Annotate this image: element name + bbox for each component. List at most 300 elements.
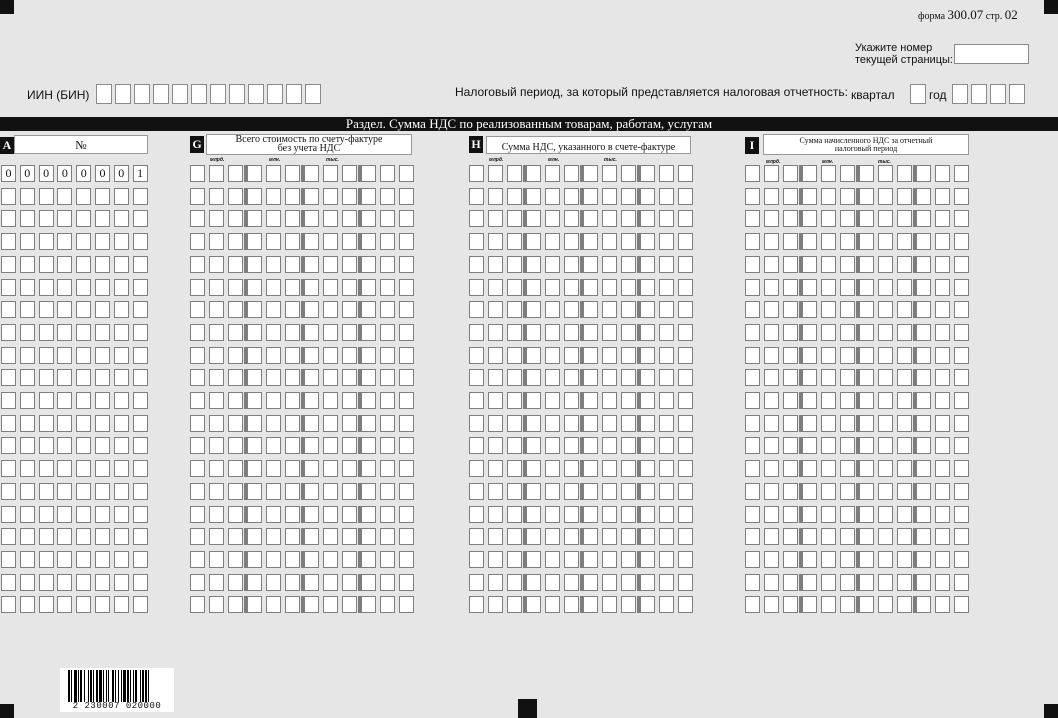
column-g-digit-cell[interactable] xyxy=(342,324,357,341)
column-i-digit-cell[interactable] xyxy=(954,506,969,523)
column-h-digit-cell[interactable] xyxy=(640,574,655,591)
column-i-digit-cell[interactable] xyxy=(745,460,760,477)
column-h-digit-cell[interactable] xyxy=(526,437,541,454)
column-g-digit-cell[interactable] xyxy=(399,279,414,296)
column-g-digit-cell[interactable] xyxy=(342,188,357,205)
row-number-digit-cell[interactable] xyxy=(95,279,110,296)
column-h-digit-cell[interactable] xyxy=(640,506,655,523)
column-h-digit-cell[interactable] xyxy=(640,392,655,409)
column-i-digit-cell[interactable] xyxy=(878,415,893,432)
column-i-digit-cell[interactable] xyxy=(745,165,760,182)
column-h-digit-cell[interactable] xyxy=(469,483,484,500)
column-g-digit-cell[interactable] xyxy=(209,347,224,364)
column-g-digit-cell[interactable] xyxy=(209,233,224,250)
column-i-digit-cell[interactable] xyxy=(764,233,779,250)
column-h-digit-cell[interactable] xyxy=(678,392,693,409)
column-i-digit-cell[interactable] xyxy=(764,574,779,591)
column-h-digit-cell[interactable] xyxy=(469,188,484,205)
column-g-digit-cell[interactable] xyxy=(285,165,300,182)
column-h-digit-cell[interactable] xyxy=(640,165,655,182)
column-g-digit-cell[interactable] xyxy=(323,301,338,318)
row-number-digit-cell[interactable] xyxy=(133,279,148,296)
row-number-digit-cell[interactable] xyxy=(76,483,91,500)
column-g-digit-cell[interactable] xyxy=(304,301,319,318)
column-i-digit-cell[interactable] xyxy=(916,437,931,454)
row-number-digit-cell[interactable] xyxy=(1,415,16,432)
column-h-digit-cell[interactable] xyxy=(526,301,541,318)
row-number-digit-cell[interactable] xyxy=(114,596,129,613)
column-h-digit-cell[interactable] xyxy=(659,483,674,500)
column-i-digit-cell[interactable] xyxy=(916,460,931,477)
row-number-digit-cell[interactable] xyxy=(133,256,148,273)
column-i-digit-cell[interactable] xyxy=(840,596,855,613)
column-g-digit-cell[interactable] xyxy=(342,528,357,545)
column-h-digit-cell[interactable] xyxy=(545,188,560,205)
column-g-digit-cell[interactable] xyxy=(361,528,376,545)
column-g-digit-cell[interactable] xyxy=(342,347,357,364)
column-i-digit-cell[interactable] xyxy=(802,347,817,364)
column-i-digit-cell[interactable] xyxy=(802,210,817,227)
row-number-digit-cell[interactable] xyxy=(39,279,54,296)
column-i-digit-cell[interactable] xyxy=(821,210,836,227)
column-i-digit-cell[interactable] xyxy=(764,392,779,409)
column-g-digit-cell[interactable] xyxy=(323,506,338,523)
column-g-digit-cell[interactable] xyxy=(323,392,338,409)
column-h-digit-cell[interactable] xyxy=(678,596,693,613)
column-i-digit-cell[interactable] xyxy=(821,415,836,432)
column-h-digit-cell[interactable] xyxy=(488,256,503,273)
column-h-digit-cell[interactable] xyxy=(640,437,655,454)
column-h-digit-cell[interactable] xyxy=(583,415,598,432)
row-number-digit-cell[interactable] xyxy=(133,596,148,613)
column-i-digit-cell[interactable] xyxy=(802,256,817,273)
column-g-digit-cell[interactable] xyxy=(399,596,414,613)
column-i-digit-cell[interactable] xyxy=(840,256,855,273)
row-number-digit-cell[interactable] xyxy=(76,188,91,205)
column-i-digit-cell[interactable] xyxy=(783,415,798,432)
column-g-digit-cell[interactable] xyxy=(285,324,300,341)
column-i-digit-cell[interactable] xyxy=(764,506,779,523)
column-h-digit-cell[interactable] xyxy=(507,188,522,205)
column-h-digit-cell[interactable] xyxy=(583,551,598,568)
column-h-digit-cell[interactable] xyxy=(526,528,541,545)
column-i-digit-cell[interactable] xyxy=(859,528,874,545)
column-g-digit-cell[interactable] xyxy=(342,279,357,296)
column-i-digit-cell[interactable] xyxy=(783,324,798,341)
column-h-digit-cell[interactable] xyxy=(564,437,579,454)
row-number-digit-cell[interactable] xyxy=(1,528,16,545)
row-number-digit-cell[interactable] xyxy=(39,528,54,545)
column-g-digit-cell[interactable] xyxy=(304,233,319,250)
column-h-digit-cell[interactable] xyxy=(602,233,617,250)
column-i-digit-cell[interactable] xyxy=(954,483,969,500)
row-number-digit-cell[interactable] xyxy=(114,210,129,227)
iin-digit-box[interactable] xyxy=(134,84,150,104)
column-h-digit-cell[interactable] xyxy=(583,210,598,227)
column-h-digit-cell[interactable] xyxy=(488,415,503,432)
row-number-digit-cell[interactable] xyxy=(114,460,129,477)
row-number-digit-cell[interactable] xyxy=(1,506,16,523)
row-number-digit-cell[interactable] xyxy=(1,256,16,273)
column-h-digit-cell[interactable] xyxy=(545,483,560,500)
column-g-digit-cell[interactable] xyxy=(380,369,395,386)
row-number-digit-cell[interactable] xyxy=(57,483,72,500)
column-i-digit-cell[interactable] xyxy=(916,551,931,568)
column-i-digit-cell[interactable] xyxy=(897,437,912,454)
column-h-digit-cell[interactable] xyxy=(678,574,693,591)
column-h-digit-cell[interactable] xyxy=(602,165,617,182)
row-number-digit-cell[interactable] xyxy=(20,460,35,477)
column-i-digit-cell[interactable] xyxy=(859,165,874,182)
column-i-digit-cell[interactable] xyxy=(821,165,836,182)
row-number-digit-cell[interactable] xyxy=(57,233,72,250)
row-number-digit-cell[interactable] xyxy=(133,210,148,227)
column-g-digit-cell[interactable] xyxy=(380,347,395,364)
column-i-digit-cell[interactable] xyxy=(783,347,798,364)
column-i-digit-cell[interactable] xyxy=(878,551,893,568)
column-i-digit-cell[interactable] xyxy=(878,483,893,500)
column-g-digit-cell[interactable] xyxy=(304,210,319,227)
column-i-digit-cell[interactable] xyxy=(935,437,950,454)
column-h-digit-cell[interactable] xyxy=(583,392,598,409)
column-g-digit-cell[interactable] xyxy=(209,279,224,296)
column-g-digit-cell[interactable] xyxy=(247,347,262,364)
column-g-digit-cell[interactable] xyxy=(380,460,395,477)
column-i-digit-cell[interactable] xyxy=(916,369,931,386)
column-i-digit-cell[interactable] xyxy=(783,460,798,477)
column-g-digit-cell[interactable] xyxy=(380,188,395,205)
column-g-digit-cell[interactable] xyxy=(361,324,376,341)
column-h-digit-cell[interactable] xyxy=(526,483,541,500)
column-i-digit-cell[interactable] xyxy=(916,165,931,182)
column-i-digit-cell[interactable] xyxy=(897,392,912,409)
column-i-digit-cell[interactable] xyxy=(859,574,874,591)
column-h-digit-cell[interactable] xyxy=(488,596,503,613)
column-i-digit-cell[interactable] xyxy=(954,415,969,432)
column-i-digit-cell[interactable] xyxy=(840,574,855,591)
row-number-digit-cell[interactable] xyxy=(133,574,148,591)
column-h-digit-cell[interactable] xyxy=(488,528,503,545)
column-i-digit-cell[interactable] xyxy=(954,233,969,250)
column-i-digit-cell[interactable] xyxy=(935,301,950,318)
row-number-digit-cell[interactable]: 0 xyxy=(95,165,110,182)
column-g-digit-cell[interactable] xyxy=(361,301,376,318)
column-h-digit-cell[interactable] xyxy=(488,188,503,205)
column-g-digit-cell[interactable] xyxy=(266,415,281,432)
column-i-digit-cell[interactable] xyxy=(745,256,760,273)
row-number-digit-cell[interactable] xyxy=(1,347,16,364)
column-i-digit-cell[interactable] xyxy=(821,460,836,477)
column-h-digit-cell[interactable] xyxy=(469,256,484,273)
row-number-digit-cell[interactable] xyxy=(20,528,35,545)
row-number-digit-cell[interactable] xyxy=(57,415,72,432)
row-number-digit-cell[interactable] xyxy=(114,437,129,454)
column-g-digit-cell[interactable] xyxy=(304,369,319,386)
row-number-digit-cell[interactable] xyxy=(114,392,129,409)
column-i-digit-cell[interactable] xyxy=(935,369,950,386)
column-i-digit-cell[interactable] xyxy=(897,574,912,591)
row-number-digit-cell[interactable] xyxy=(76,301,91,318)
column-i-digit-cell[interactable] xyxy=(840,369,855,386)
column-i-digit-cell[interactable] xyxy=(897,347,912,364)
row-number-digit-cell[interactable] xyxy=(57,210,72,227)
column-h-digit-cell[interactable] xyxy=(545,347,560,364)
column-i-digit-cell[interactable] xyxy=(935,324,950,341)
column-g-digit-cell[interactable] xyxy=(266,256,281,273)
column-h-digit-cell[interactable] xyxy=(564,165,579,182)
row-number-digit-cell[interactable]: 0 xyxy=(20,165,35,182)
column-g-digit-cell[interactable] xyxy=(399,347,414,364)
column-g-digit-cell[interactable] xyxy=(380,551,395,568)
column-i-digit-cell[interactable] xyxy=(935,256,950,273)
row-number-digit-cell[interactable] xyxy=(133,551,148,568)
column-i-digit-cell[interactable] xyxy=(954,369,969,386)
column-h-digit-cell[interactable] xyxy=(526,574,541,591)
column-h-digit-cell[interactable] xyxy=(526,392,541,409)
column-i-digit-cell[interactable] xyxy=(954,551,969,568)
column-h-digit-cell[interactable] xyxy=(602,596,617,613)
column-i-digit-cell[interactable] xyxy=(859,279,874,296)
column-g-digit-cell[interactable] xyxy=(228,256,243,273)
row-number-digit-cell[interactable] xyxy=(1,210,16,227)
column-i-digit-cell[interactable] xyxy=(764,596,779,613)
column-g-digit-cell[interactable] xyxy=(304,483,319,500)
column-i-digit-cell[interactable] xyxy=(764,210,779,227)
column-h-digit-cell[interactable] xyxy=(507,369,522,386)
column-i-digit-cell[interactable] xyxy=(935,574,950,591)
column-i-digit-cell[interactable] xyxy=(840,210,855,227)
row-number-digit-cell[interactable] xyxy=(20,392,35,409)
row-number-digit-cell[interactable] xyxy=(39,301,54,318)
column-h-digit-cell[interactable] xyxy=(678,256,693,273)
row-number-digit-cell[interactable] xyxy=(39,506,54,523)
row-number-digit-cell[interactable] xyxy=(95,437,110,454)
column-g-digit-cell[interactable] xyxy=(285,551,300,568)
column-i-digit-cell[interactable] xyxy=(821,369,836,386)
column-i-digit-cell[interactable] xyxy=(802,415,817,432)
column-i-digit-cell[interactable] xyxy=(840,506,855,523)
row-number-digit-cell[interactable] xyxy=(95,596,110,613)
column-i-digit-cell[interactable] xyxy=(916,210,931,227)
column-h-digit-cell[interactable] xyxy=(469,347,484,364)
column-g-digit-cell[interactable] xyxy=(228,574,243,591)
column-h-digit-cell[interactable] xyxy=(545,437,560,454)
row-number-digit-cell[interactable] xyxy=(1,324,16,341)
column-g-digit-cell[interactable] xyxy=(361,506,376,523)
column-h-digit-cell[interactable] xyxy=(678,460,693,477)
row-number-digit-cell[interactable] xyxy=(76,574,91,591)
column-h-digit-cell[interactable] xyxy=(678,165,693,182)
column-h-digit-cell[interactable] xyxy=(469,528,484,545)
row-number-digit-cell[interactable] xyxy=(1,483,16,500)
column-i-digit-cell[interactable] xyxy=(859,347,874,364)
column-g-digit-cell[interactable] xyxy=(323,233,338,250)
column-h-digit-cell[interactable] xyxy=(488,437,503,454)
column-i-digit-cell[interactable] xyxy=(935,460,950,477)
column-h-digit-cell[interactable] xyxy=(583,233,598,250)
row-number-digit-cell[interactable]: 0 xyxy=(76,165,91,182)
row-number-digit-cell[interactable] xyxy=(57,347,72,364)
row-number-digit-cell[interactable] xyxy=(57,551,72,568)
row-number-digit-cell[interactable] xyxy=(114,528,129,545)
column-i-digit-cell[interactable] xyxy=(802,460,817,477)
year-digit-box[interactable] xyxy=(971,84,987,104)
column-g-digit-cell[interactable] xyxy=(304,437,319,454)
column-h-digit-cell[interactable] xyxy=(545,165,560,182)
column-h-digit-cell[interactable] xyxy=(545,324,560,341)
column-i-digit-cell[interactable] xyxy=(764,528,779,545)
column-h-digit-cell[interactable] xyxy=(507,165,522,182)
row-number-digit-cell[interactable] xyxy=(133,324,148,341)
column-h-digit-cell[interactable] xyxy=(469,506,484,523)
row-number-digit-cell[interactable] xyxy=(95,460,110,477)
column-g-digit-cell[interactable] xyxy=(304,256,319,273)
column-h-digit-cell[interactable] xyxy=(564,392,579,409)
row-number-digit-cell[interactable] xyxy=(1,460,16,477)
column-g-digit-cell[interactable] xyxy=(247,279,262,296)
column-g-digit-cell[interactable] xyxy=(247,596,262,613)
column-h-digit-cell[interactable] xyxy=(640,256,655,273)
column-i-digit-cell[interactable] xyxy=(878,279,893,296)
column-g-digit-cell[interactable] xyxy=(228,233,243,250)
column-i-digit-cell[interactable] xyxy=(840,165,855,182)
column-g-digit-cell[interactable] xyxy=(380,483,395,500)
row-number-digit-cell[interactable] xyxy=(114,415,129,432)
column-h-digit-cell[interactable] xyxy=(659,233,674,250)
column-h-digit-cell[interactable] xyxy=(640,596,655,613)
column-g-digit-cell[interactable] xyxy=(342,369,357,386)
column-i-digit-cell[interactable] xyxy=(764,324,779,341)
column-h-digit-cell[interactable] xyxy=(602,369,617,386)
column-g-digit-cell[interactable] xyxy=(228,596,243,613)
column-g-digit-cell[interactable] xyxy=(190,460,205,477)
row-number-digit-cell[interactable] xyxy=(20,347,35,364)
column-h-digit-cell[interactable] xyxy=(621,483,636,500)
column-g-digit-cell[interactable] xyxy=(266,551,281,568)
column-g-digit-cell[interactable] xyxy=(361,596,376,613)
column-g-digit-cell[interactable] xyxy=(380,324,395,341)
column-g-digit-cell[interactable] xyxy=(266,574,281,591)
column-g-digit-cell[interactable] xyxy=(247,551,262,568)
column-h-digit-cell[interactable] xyxy=(545,551,560,568)
row-number-digit-cell[interactable] xyxy=(39,460,54,477)
row-number-digit-cell[interactable] xyxy=(1,301,16,318)
column-h-digit-cell[interactable] xyxy=(488,233,503,250)
column-g-digit-cell[interactable] xyxy=(304,392,319,409)
row-number-digit-cell[interactable] xyxy=(20,483,35,500)
column-i-digit-cell[interactable] xyxy=(859,188,874,205)
column-i-digit-cell[interactable] xyxy=(916,279,931,296)
column-i-digit-cell[interactable] xyxy=(878,347,893,364)
column-g-digit-cell[interactable] xyxy=(247,483,262,500)
column-h-digit-cell[interactable] xyxy=(507,596,522,613)
column-g-digit-cell[interactable] xyxy=(304,279,319,296)
column-g-digit-cell[interactable] xyxy=(323,279,338,296)
column-h-digit-cell[interactable] xyxy=(640,483,655,500)
column-g-digit-cell[interactable] xyxy=(285,347,300,364)
column-i-digit-cell[interactable] xyxy=(821,233,836,250)
column-i-digit-cell[interactable] xyxy=(935,392,950,409)
column-g-digit-cell[interactable] xyxy=(266,233,281,250)
column-g-digit-cell[interactable] xyxy=(209,256,224,273)
column-h-digit-cell[interactable] xyxy=(583,347,598,364)
column-i-digit-cell[interactable] xyxy=(954,460,969,477)
column-i-digit-cell[interactable] xyxy=(954,301,969,318)
column-h-digit-cell[interactable] xyxy=(469,574,484,591)
column-g-digit-cell[interactable] xyxy=(399,210,414,227)
column-h-digit-cell[interactable] xyxy=(488,324,503,341)
row-number-digit-cell[interactable] xyxy=(20,574,35,591)
row-number-digit-cell[interactable] xyxy=(20,324,35,341)
row-number-digit-cell[interactable] xyxy=(114,551,129,568)
row-number-digit-cell[interactable]: 0 xyxy=(114,165,129,182)
column-h-digit-cell[interactable] xyxy=(488,506,503,523)
column-g-digit-cell[interactable] xyxy=(323,369,338,386)
column-i-digit-cell[interactable] xyxy=(859,415,874,432)
iin-digit-box[interactable] xyxy=(191,84,207,104)
column-h-digit-cell[interactable] xyxy=(583,301,598,318)
column-h-digit-cell[interactable] xyxy=(488,279,503,296)
column-h-digit-cell[interactable] xyxy=(488,460,503,477)
column-g-digit-cell[interactable] xyxy=(323,574,338,591)
column-g-digit-cell[interactable] xyxy=(399,165,414,182)
column-i-digit-cell[interactable] xyxy=(878,369,893,386)
column-h-digit-cell[interactable] xyxy=(545,460,560,477)
column-i-digit-cell[interactable] xyxy=(783,596,798,613)
column-g-digit-cell[interactable] xyxy=(304,188,319,205)
column-i-digit-cell[interactable] xyxy=(897,506,912,523)
column-i-digit-cell[interactable] xyxy=(878,392,893,409)
row-number-digit-cell[interactable] xyxy=(57,437,72,454)
column-i-digit-cell[interactable] xyxy=(954,324,969,341)
column-h-digit-cell[interactable] xyxy=(602,210,617,227)
column-i-digit-cell[interactable] xyxy=(897,483,912,500)
column-g-digit-cell[interactable] xyxy=(209,210,224,227)
row-number-digit-cell[interactable] xyxy=(133,301,148,318)
column-i-digit-cell[interactable] xyxy=(859,437,874,454)
column-h-digit-cell[interactable] xyxy=(621,301,636,318)
column-g-digit-cell[interactable] xyxy=(228,528,243,545)
column-g-digit-cell[interactable] xyxy=(361,233,376,250)
column-h-digit-cell[interactable] xyxy=(545,528,560,545)
column-g-digit-cell[interactable] xyxy=(190,596,205,613)
row-number-digit-cell[interactable] xyxy=(114,347,129,364)
column-h-digit-cell[interactable] xyxy=(678,210,693,227)
column-h-digit-cell[interactable] xyxy=(659,437,674,454)
column-i-digit-cell[interactable] xyxy=(897,233,912,250)
column-h-digit-cell[interactable] xyxy=(640,369,655,386)
column-g-digit-cell[interactable] xyxy=(228,551,243,568)
column-h-digit-cell[interactable] xyxy=(526,551,541,568)
column-g-digit-cell[interactable] xyxy=(285,528,300,545)
column-g-digit-cell[interactable] xyxy=(285,210,300,227)
column-g-digit-cell[interactable] xyxy=(323,188,338,205)
column-i-digit-cell[interactable] xyxy=(802,574,817,591)
column-h-digit-cell[interactable] xyxy=(564,460,579,477)
row-number-digit-cell[interactable] xyxy=(57,256,72,273)
column-i-digit-cell[interactable] xyxy=(954,528,969,545)
column-i-digit-cell[interactable] xyxy=(916,324,931,341)
iin-digit-box[interactable] xyxy=(229,84,245,104)
column-g-digit-cell[interactable] xyxy=(209,437,224,454)
column-h-digit-cell[interactable] xyxy=(526,210,541,227)
column-h-digit-cell[interactable] xyxy=(545,301,560,318)
column-g-digit-cell[interactable] xyxy=(228,324,243,341)
column-g-digit-cell[interactable] xyxy=(285,279,300,296)
column-i-digit-cell[interactable] xyxy=(783,256,798,273)
column-i-digit-cell[interactable] xyxy=(764,551,779,568)
column-h-digit-cell[interactable] xyxy=(469,551,484,568)
